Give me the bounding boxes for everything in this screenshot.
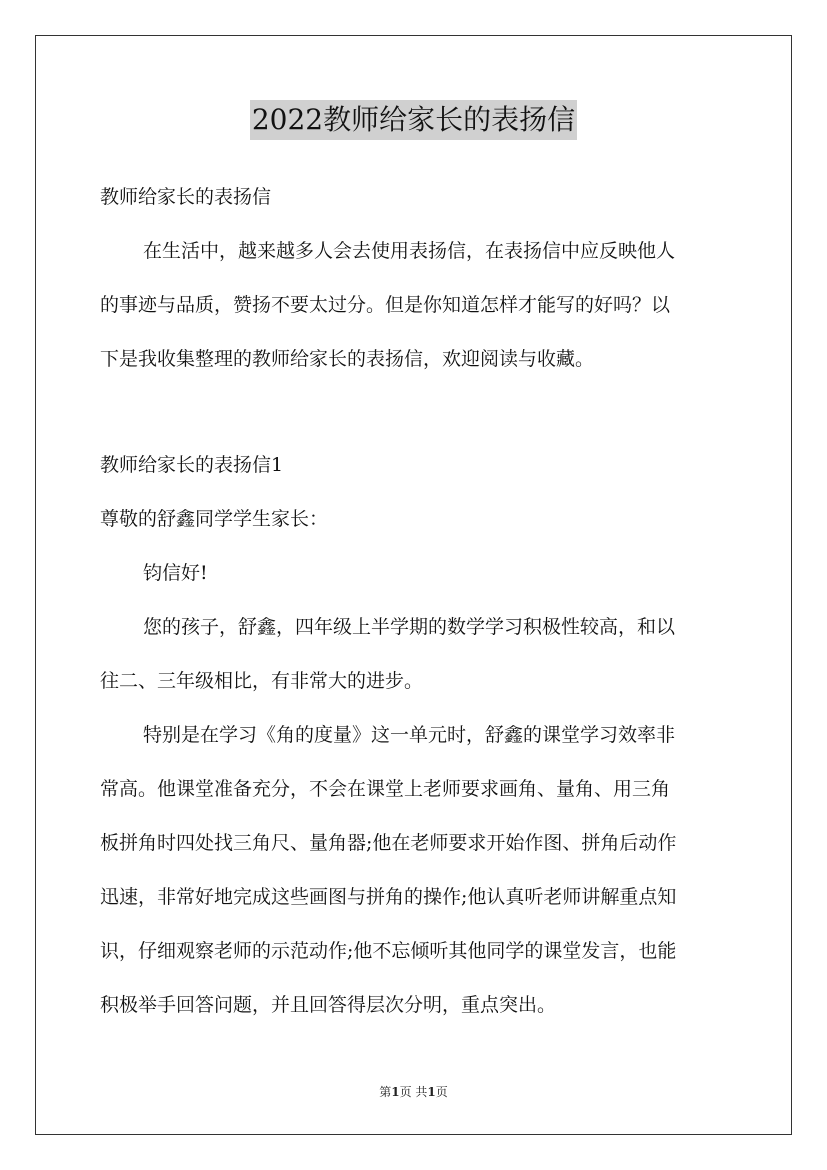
- paragraph-line: 您的孩子，舒鑫，四年级上半学期的数学学习积极性较高，和以: [143, 616, 676, 638]
- paragraph-line: 识，仔细观察老师的示范动作;他不忘倾听其他同学的课堂发言，也能: [100, 940, 677, 962]
- document-body: [100, 170, 728, 1032]
- letter-heading: 教师给家长的表扬信1: [100, 454, 284, 476]
- page-number: 1: [391, 1085, 400, 1099]
- blank-space: [100, 386, 728, 438]
- page-suffix: 页: [435, 1085, 448, 1099]
- page-total: 1: [427, 1085, 436, 1099]
- document-title: 2022教师给家长的表扬信: [250, 100, 577, 140]
- page-prefix: 第: [379, 1085, 392, 1099]
- page-footer: [0, 1083, 827, 1101]
- paragraph-line: 板拼角时四处找三角尺、量角器;他在老师要求开始作图、拼角后动作: [100, 832, 677, 854]
- page-mid: 页 共: [399, 1085, 428, 1099]
- intro-line: 下是我收集整理的教师给家长的表扬信，欢迎阅读与收藏。: [100, 348, 595, 370]
- intro-line: 在生活中，越来越多人会去使用表扬信，在表扬信中应反映他人: [143, 240, 676, 262]
- paragraph-line: 常高。他课堂准备充分，不会在课堂上老师要求画角、量角、用三角: [100, 778, 671, 800]
- greeting: 钧信好!: [143, 562, 208, 584]
- intro-line: 的事迹与品质，赞扬不要太过分。但是你知道怎样才能写的好吗？以: [100, 294, 671, 316]
- document-subtitle: 教师给家长的表扬信: [100, 186, 272, 208]
- salutation: 尊敬的舒鑫同学学生家长：: [100, 508, 329, 530]
- paragraph-line: 积极举手回答问题，并且回答得层次分明，重点突出。: [100, 994, 557, 1016]
- paragraph-line: 特别是在学习《角的度量》这一单元时，舒鑫的课堂学习效率非: [143, 724, 676, 746]
- title-container: [0, 100, 827, 140]
- paragraph-line: 迅速，非常好地完成这些画图与拼角的操作;他认真听老师讲解重点知: [100, 886, 677, 908]
- paragraph-line: 往二、三年级相比，有非常大的进步。: [100, 670, 424, 692]
